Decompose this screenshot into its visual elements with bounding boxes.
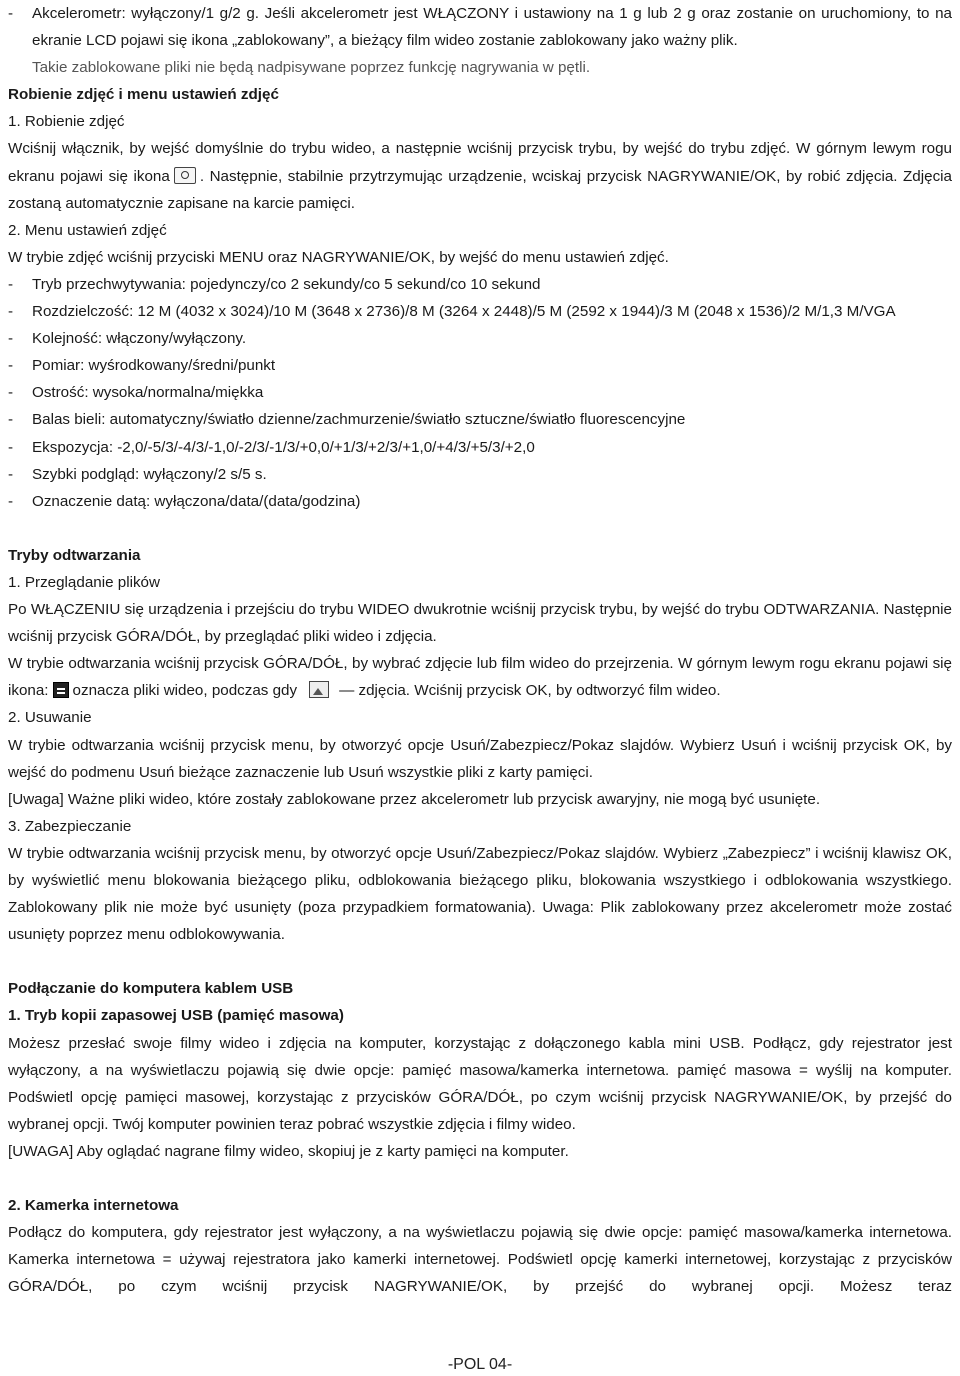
list-item: - Szybki podgląd: wyłączony/2 s/5 s.: [8, 465, 267, 483]
playback-note: [Uwaga] Ważne pliki wideo, które zostały zablokowane przez akcelerometr lub przycisk awaryjny, nie mogą być usunięte.: [8, 790, 821, 808]
accelerometer-note: Takie zablokowane pliki nie będą nadpisywane poprzez funkcję nagrywania w pętli.: [32, 59, 591, 77]
photo-section-heading: Robienie zdjęć i menu ustawień zdjęć: [8, 86, 279, 104]
photo-paragraph-2: W trybie zdjęć wciśnij przyciski MENU oraz NAGRYWANIE/OK, by wejść do menu ustawień zdjęć.: [8, 248, 669, 266]
playback-item-2: 2. Usuwanie: [8, 709, 92, 727]
playback-paragraph-3: W trybie odtwarzania wciśnij przycisk menu, by otworzyć opcje Usuń/Zabezpiecz/Pokaz slajdów. Wybierz Usuń i wciśnij przycisk OK, by wejść do podmenu Usuń bieżące zaznaczenie lub Usuń wszystkie pliki z karty pamięci.: [8, 736, 952, 781]
list-item: - Pomiar: wyśrodkowany/średni/punkt: [8, 357, 276, 375]
playback-item-3: 3. Zabezpieczanie: [8, 817, 132, 835]
list-item: - Ostrość: wysoka/normalna/miękka: [8, 384, 264, 402]
usb-section-heading: Podłączanie do komputera kablem USB: [8, 980, 294, 998]
usb-paragraph-2: Podłącz do komputera, gdy rejestrator jest wyłączony, a na wyświetlaczu pojawią się dwie opcje: pamięć masowa/kamerka internetowa. Kamerka internetowa = używaj rejestratora jako kamerki internetowej. Podświetl opcję kamerki internetowej, korzystając z przycisków GÓRA/DÓŁ, po czym wciśnij przycisk NAGRYWANIE/OK, by przejść do wybranej opcji. Możesz teraz: [8, 1224, 952, 1296]
playback-item-1: 1. Przeglądanie plików: [8, 573, 160, 591]
photo-item-1: 1. Robienie zdjęć: [8, 113, 125, 131]
page-number: -POL 04-: [447, 1356, 513, 1373]
photo-file-icon: [309, 681, 329, 698]
accelerometer-text: Akcelerometr: wyłączony/1 g/2 g. Jeśli akcelerometr jest WŁĄCZONY i ustawiony na 1 g lub 2 g oraz zostanie on uruchomiony, to na ekranie LCD pojawi się ikona „zablokowany”, a bieżący film wideo zostanie zablokowany jako ważny plik.: [32, 5, 952, 50]
playback-section-heading: Tryby odtwarzania: [8, 546, 141, 564]
document-page: [8, 0, 952, 1301]
list-item: - Kolejność: włączony/wyłączony.: [8, 330, 247, 348]
camera-icon: [174, 167, 196, 184]
photo-item-2: 2. Menu ustawień zdjęć: [8, 221, 167, 239]
video-file-icon: [53, 682, 69, 698]
usb-paragraph-1: Możesz przesłać swoje filmy wideo i zdjęcia na komputer, korzystając z dołączonego kabla mini USB. Podłącz, gdy rejestrator jest wyłączony, a na wyświetlaczu pojawią się dwie opcje: pamięć masowa/kamerka internetowa. pamięć masowa = wyśliј na komputer. Podświetl opcję pamięci masowej, korzystając z przycisków GÓRA/DÓŁ, po czym wciśnij przycisk NAGRYWANIE/OK, by przejść do wybranej opcji. Twój komputer powinien teraz pobrać wszystkie zdjęcia i filmy wideo.: [8, 1034, 952, 1133]
photo-paragraph-1: Wciśnij włącznik, by wejść domyślnie do trybu wideo, a następnie wciśnij przycisk trybu, by wejść do trybu zdjęć. W górnym lewym rogu ekranu pojawi się ikona . Następnie, stabilnie przytrzymując urządzenie, wciskaj przycisk NAGRYWANIE/OK, by robić zdjęcia. Zdjęcia zostaną automatycznie zapisane na karcie pamięci.: [8, 140, 952, 212]
playback-paragraph-2: W trybie odtwarzania wciśnij przycisk GÓRA/DÓŁ, by wybrać zdjęcie lub film wideo do przejrzenia. W górnym lewym rogu ekranu pojawi się ikona: oznacza pliki wideo, podczas gdy — zdjęcia. Wciśnij przycisk OK, by odtworzyć film wideo.: [8, 655, 952, 700]
list-item: - Balas bieli: automatyczny/światło dzienne/zachmurzenie/światło sztuczne/światło fluorescencyjne: [8, 411, 686, 429]
photo-settings-list: [8, 271, 952, 515]
list-item: - Oznaczenie datą: wyłączona/data/(data/godzina): [8, 492, 361, 510]
usb-note: [UWAGA] Aby oglądać nagrane filmy wideo, skopiuj je z karty pamięci na komputer.: [8, 1142, 569, 1160]
bullet-accelerometer: - Akcelerometr: wyłączony/1 g/2 g. Jeśli akcelerometr jest WŁĄCZONY i ustawiony na 1 g lub 2 g oraz zostanie on uruchomiony, to na ekranie LCD pojawi się ikona „zablokowany”, a bieżący film wideo zostanie zablokowany jako ważny plik.: [8, 0, 952, 54]
list-item: - Rozdzielczość: 12 M (4032 x 3024)/10 M (3648 x 2736)/8 M (3264 x 2448)/5 M (2592 x 1944)/3 M (2048 x 1536)/2 M/1,3 M/VGA: [8, 303, 896, 321]
playback-paragraph-1: Po WŁĄCZENIU się urządzenia i przejściu do trybu WIDEO dwukrotnie wciśnij przycisk trybu, by wejść do trybu ODTWARZANIA. Następnie wciśnij przycisk GÓRA/DÓŁ, by przeglądać pliki wideo i zdjęcia.: [8, 601, 952, 646]
list-item: - Ekspozycja: -2,0/-5/3/-4/3/-1,0/-2/3/-1/3/+0,0/+1/3/+2/3/+1,0/+4/3/+5/3/+2,0: [8, 438, 535, 456]
list-item: - Tryb przechwytywania: pojedynczy/co 2 sekundy/co 5 sekund/co 10 sekund: [8, 275, 541, 293]
playback-paragraph-4: W trybie odtwarzania wciśnij przycisk menu, by otworzyć opcje Usuń/Zabezpiecz/Pokaz slajdów. Wybierz „Zabezpiecz” i wciśnij klawisz OK, by wyświetlić menu blokowania bieżącego pliku, odblokowania bieżącego pliku, blokowania wszystkiego i odblokowania wszystkiego. Zablokowany plik nie może być usunięty (poza przypadkiem formatowania). Uwaga: Plik zablokowany przez akcelerometr może zostać usunięty poprzez menu odblokowywania.: [8, 844, 952, 944]
usb-item-1: 1. Tryb kopii zapasowej USB (pamięć masowa): [8, 1007, 344, 1025]
usb-item-2: 2. Kamerka internetowa: [8, 1197, 179, 1215]
